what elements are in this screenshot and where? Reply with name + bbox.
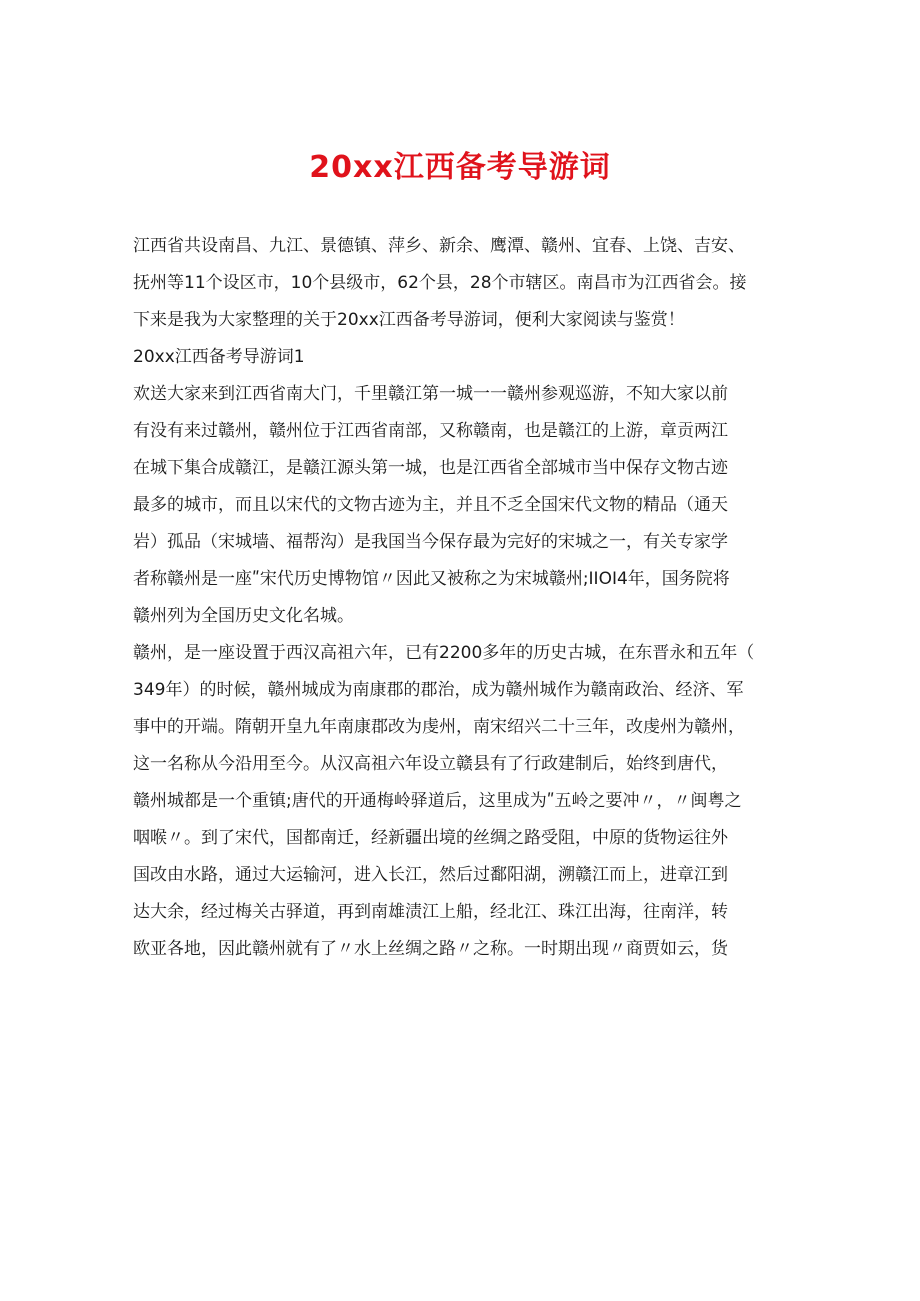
section-heading	[133, 339, 793, 376]
text-line: 者称赣州是一座ʺ宋代历史博物馆〃因此又被称之为宋城赣州;IIOI4年，国务院将	[133, 569, 730, 589]
text-line: 国改由水路，通过大运输河，进入长江，然后过鄱阳湖，溯赣江而上，进章江到	[133, 865, 728, 885]
text-line: 欧亚各地，因此赣州就有了〃水上丝绸之路〃之称。一时期出现〃商贾如云，货	[133, 939, 728, 959]
text-line: 赣州，是一座设置于西汉高祖六年，已有2200多年的历史古城，在东晋永和五年（	[133, 643, 755, 663]
paragraph-welcome	[133, 376, 793, 635]
document-title: 20xx江西备考导游词	[309, 150, 611, 185]
text-line: 岩）孤品（宋城墙、福帮沟）是我国当今保存最为完好的宋城之一，有关专家学	[133, 532, 728, 552]
text-line: 赣州列为全国历史文化名城。	[133, 606, 354, 626]
text-line: 江西省共设南昌、九江、景德镇、萍乡、新余、鹰潭、赣州、宜春、上饶、吉安、	[133, 236, 745, 256]
text-line: 有没有来过赣州，赣州位于江西省南部，又称赣南，也是赣江的上游，章贡两江	[133, 421, 728, 441]
text-line: 欢送大家来到江西省南大门，千里赣江第一城一一赣州参观巡游，不知大家以前	[133, 384, 728, 404]
text-line: 达大余，经过梅关古驿道，再到南雄渍江上船，经北江、珠江出海，往南洋，转	[133, 902, 728, 922]
document-body	[133, 228, 793, 968]
intro-paragraph	[133, 228, 793, 339]
paragraph-history	[133, 635, 793, 968]
text-line: 在城下集合成赣江，是赣江源头第一城，也是江西省全部城市当中保存文物古迹	[133, 458, 728, 478]
text-line: 20xx江西备考导游词1	[133, 347, 305, 367]
text-line: 赣州城都是一个重镇;唐代的开通梅岭驿道后，这里成为ʺ五岭之要冲〃，〃闽粤之	[133, 791, 742, 811]
text-line: 抚州等11个设区市，10个县级市，62个县，28个市辖区。南昌市为江西省会。接	[133, 273, 747, 293]
text-line: 349年）的时候，赣州城成为南康郡的郡治，成为赣州城作为赣南政治、经济、军	[133, 680, 744, 700]
text-line: 咽喉〃。到了宋代，国都南迁，经新疆出境的丝绸之路受阻，中原的货物运往外	[133, 828, 728, 848]
text-line: 这一名称从今沿用至今。从汉高祖六年设立赣县有了行政建制后，始终到唐代，	[133, 754, 728, 774]
text-line: 下来是我为大家整理的关于20xx江西备考导游词，便利大家阅读与鉴赏！	[133, 310, 685, 330]
text-line: 事中的开端。隋朝开皇九年南康郡改为虔州，南宋绍兴二十三年，改虔州为赣州，	[133, 717, 745, 737]
text-line: 最多的城市，而且以宋代的文物古迹为主，并且不乏全国宋代文物的精品（通天	[133, 495, 728, 515]
